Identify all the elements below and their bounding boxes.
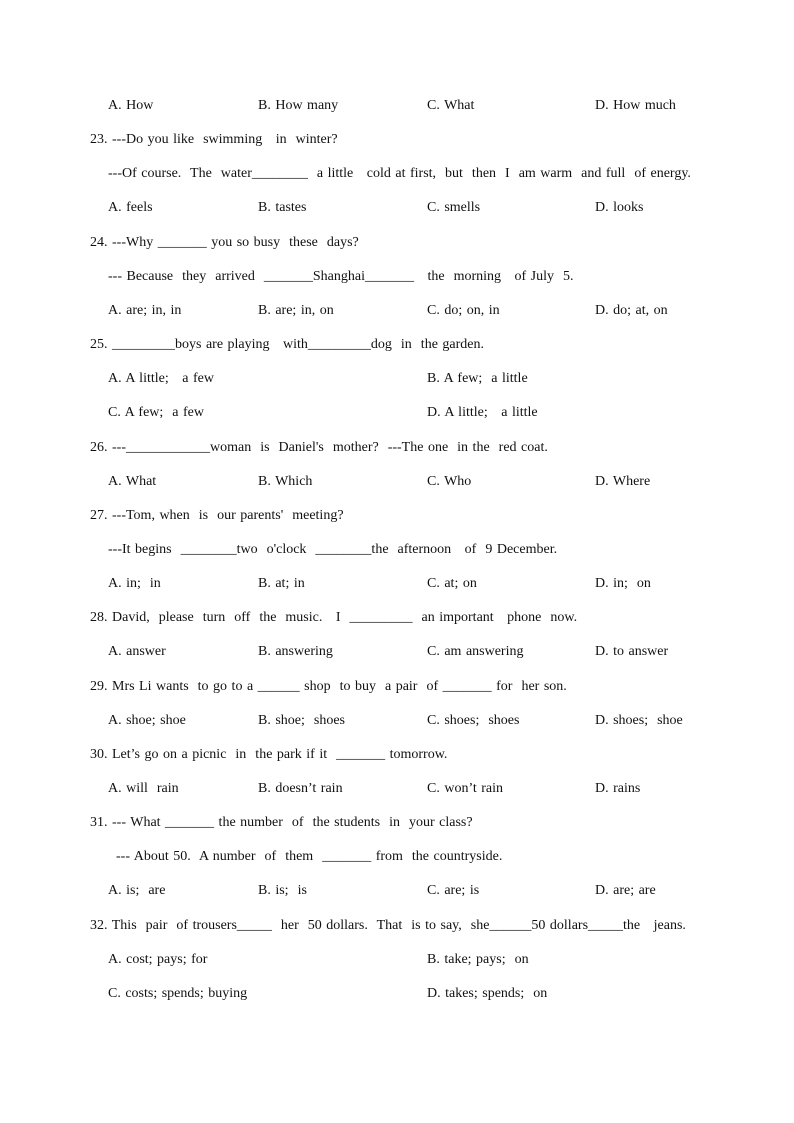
- option-b: B. How many: [258, 98, 339, 113]
- option-c: C. are; is: [427, 883, 480, 898]
- question-text: 32. This pair of trousers_____ her 50 dollars. That is to say, she______50 dollars_____the jeans.: [90, 918, 686, 933]
- option-b: B. Which: [258, 474, 313, 489]
- question-text: 29. Mrs Li wants to go to a ______ shop to buy a pair of _______ for her son.: [90, 679, 567, 694]
- question-text: 24. ---Why _______ you so busy these days?: [90, 235, 359, 250]
- option-a: A. A little; a few: [108, 371, 214, 386]
- question-text: 23. ---Do you like swimming in winter?: [90, 132, 338, 147]
- option-d: D. looks: [595, 200, 644, 215]
- option-a: A. feels: [108, 200, 153, 215]
- option-d: D. are; are: [595, 883, 656, 898]
- option-b: B. tastes: [258, 200, 307, 215]
- question-text: 30. Let’s go on a picnic in the park if it _______ tomorrow.: [90, 747, 448, 762]
- option-a: A. is; are: [108, 883, 166, 898]
- option-b: B. answering: [258, 644, 333, 659]
- option-b: B. at; in: [258, 576, 305, 591]
- option-a: A. will rain: [108, 781, 179, 796]
- option-d: D. do; at, on: [595, 303, 668, 318]
- option-d: D. Where: [595, 474, 651, 489]
- question-text: 25. _________boys are playing with_________dog in the garden.: [90, 337, 485, 352]
- dialogue-text: --- About 50. A number of them _______ from the countryside.: [116, 849, 503, 864]
- option-d: D. rains: [595, 781, 641, 796]
- option-b: B. doesn’t rain: [258, 781, 343, 796]
- option-d: D. in; on: [595, 576, 651, 591]
- dialogue-text: ---Of course. The water________ a little cold at first, but then I am warm and full of energy.: [108, 166, 691, 181]
- question-text: 26. ---____________woman is Daniel's mother? ---The one in the red coat.: [90, 440, 548, 455]
- dialogue-text: ---It begins ________two o'clock ________the afternoon of 9 December.: [108, 542, 558, 557]
- question-text: 28. David, please turn off the music. I _________ an important phone now.: [90, 610, 578, 625]
- option-c: C. am answering: [427, 644, 524, 659]
- option-b: B. are; in, on: [258, 303, 334, 318]
- option-a: A. answer: [108, 644, 166, 659]
- option-c: C. A few; a few: [108, 405, 204, 420]
- option-c: C. won’t rain: [427, 781, 504, 796]
- option-c: C. What: [427, 98, 475, 113]
- option-c: C. do; on, in: [427, 303, 500, 318]
- dialogue-text: --- Because they arrived _______Shanghai_______ the morning of July 5.: [108, 269, 574, 284]
- option-a: A. shoe; shoe: [108, 713, 186, 728]
- option-c: C. smells: [427, 200, 481, 215]
- option-d: D. shoes; shoe: [595, 713, 683, 728]
- option-b: B. is; is: [258, 883, 307, 898]
- option-d: D. takes; spends; on: [427, 986, 548, 1001]
- option-c: C. costs; spends; buying: [108, 986, 248, 1001]
- question-text: 27. ---Tom, when is our parents' meeting?: [90, 508, 344, 523]
- option-a: A. cost; pays; for: [108, 952, 208, 967]
- option-c: C. Who: [427, 474, 472, 489]
- option-a: A. How: [108, 98, 154, 113]
- option-c: C. at; on: [427, 576, 477, 591]
- option-a: A. are; in, in: [108, 303, 182, 318]
- option-a: A. What: [108, 474, 157, 489]
- option-d: D. to answer: [595, 644, 669, 659]
- question-text: 31. --- What _______ the number of the students in your class?: [90, 815, 473, 830]
- option-b: B. shoe; shoes: [258, 713, 345, 728]
- option-d: D. How much: [595, 98, 676, 113]
- option-b: B. A few; a little: [427, 371, 528, 386]
- option-b: B. take; pays; on: [427, 952, 529, 967]
- option-a: A. in; in: [108, 576, 161, 591]
- option-d: D. A little; a little: [427, 405, 538, 420]
- option-c: C. shoes; shoes: [427, 713, 520, 728]
